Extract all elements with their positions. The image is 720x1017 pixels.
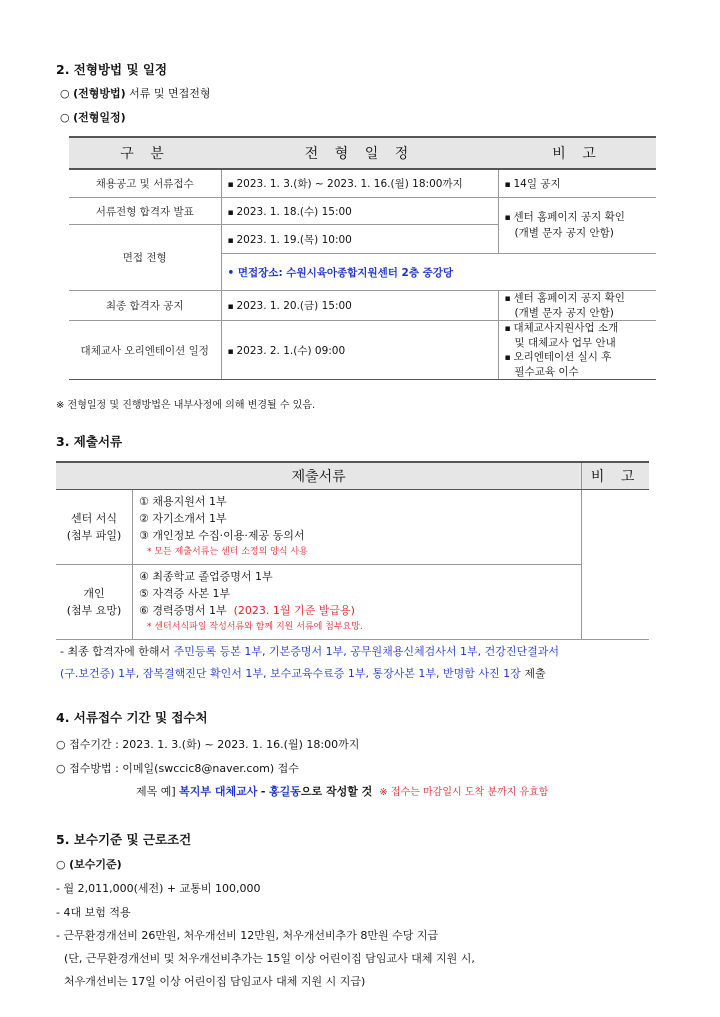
allowance-line: - 근무환경개선비 26만원, 처우개선비 12만원, 처우개선비추가 8만원 수당 지급 <box>56 929 439 942</box>
section-3-title: 3. 제출서류 <box>56 434 123 449</box>
section-2-title: 2. 전형방법 및 일정 <box>56 62 168 77</box>
row-date: ▪ 2023. 1. 19.(목) 10:00 <box>221 225 498 254</box>
center-form-label: 센터 서식 (첨부 파일) <box>56 490 133 565</box>
row-note: ▪ 센터 홈페이지 공지 확인 (개별 문자 공지 안함) <box>498 198 656 254</box>
circle-bullet: ○ <box>60 87 70 100</box>
row-label: 최종 합격자 공지 <box>69 291 221 321</box>
row-label: 채용공고 및 서류접수 <box>69 169 221 198</box>
method-line <box>60 85 211 101</box>
allowance-condition-1: (단, 근무환경개선비 및 처우개선비추가는 15일 이상 어린이집 담임교사 대체 지원 시, <box>64 952 475 965</box>
method-text: 서류 및 면접전형 <box>129 87 211 100</box>
schedule-table <box>69 136 656 380</box>
center-form-items: ① 채용지원서 1부 ② 자기소개서 1부 ③ 개인정보 수집·이용·제공 동의서 * 모든 제출서류는 센터 소정의 양식 사용 <box>133 490 582 565</box>
row-label: 서류전형 합격자 발표 <box>69 198 221 225</box>
salary-label-line: ○ (보수기준) <box>56 858 122 871</box>
docs-header-note: 비 고 <box>582 462 649 490</box>
personal-items: ④ 최종학교 졸업증명서 1부 ⑤ 자격증 사본 1부 ⑥ 경력증명서 1부 (2023. 1월 기준 발급용) * 센터서식파일 작성서류와 함께 지원 서류에 첨부요망. <box>133 565 582 640</box>
documents-table <box>56 461 649 640</box>
schedule-header-note: 비 고 <box>498 137 656 169</box>
schedule-header-dates: 전 형 일 정 <box>221 137 498 169</box>
table-row <box>69 169 656 198</box>
row-date: ▪ 2023. 1. 18.(수) 15:00 <box>221 198 498 225</box>
receipt-method: ○ 접수방법 : 이메일(swccic8@naver.com) 접수 <box>56 762 299 775</box>
interview-place: • 면접장소: 수원시육아종합지원센터 2층 중강당 <box>221 254 656 291</box>
method-label: (전형방법) <box>73 87 126 100</box>
row-date: ▪ 2023. 1. 3.(화) ~ 2023. 1. 16.(월) 18:00까지 <box>221 169 498 198</box>
row-note: ▪ 센터 홈페이지 공지 확인 (개별 문자 공지 안함) <box>498 291 656 321</box>
row-date: ▪ 2023. 1. 20.(금) 15:00 <box>221 291 498 321</box>
section-5-title: 5. 보수기준 및 근로조건 <box>56 832 192 847</box>
final-documents-note: - 최종 합격자에 한해서 주민등록 등본 1부, 기본증명서 1부, 공무원채용신체검사서 1부, 건강진단결과서 (구.보건증) 1부, 잠복결핵진단 확인서 1부, 보수교육수료증 1부, 통장사본 1부, 반명함 사진 1장 제출 <box>60 645 559 680</box>
row-date: ▪ 2023. 2. 1.(수) 09:00 <box>221 321 498 380</box>
section-4-title: 4. 서류접수 기간 및 접수처 <box>56 710 208 725</box>
row-note: ▪ 14일 공지 <box>498 169 656 198</box>
circle-bullet: ○ <box>60 111 70 124</box>
allowance-condition-2: 처우개선비는 17일 이상 어린이집 담임교사 대체 지원 시 지급) <box>64 975 366 988</box>
row-label: 대체교사 오리엔테이션 일정 <box>69 321 221 380</box>
schedule-header-category: 구 분 <box>69 137 221 169</box>
personal-label: 개인 (첨부 요망) <box>56 565 133 640</box>
insurance-line: - 4대 보험 적용 <box>56 906 131 919</box>
table-row <box>69 198 656 225</box>
row-note: ▪ 대체교사지원사업 소개 및 대체교사 업무 안내 ▪ 오리엔테이션 실시 후 필수교육 이수 <box>498 321 656 380</box>
schedule-footnote: ※ 전형일정 및 진행방법은 내부사정에 의해 변경될 수 있음. <box>56 400 316 411</box>
table-row <box>56 565 649 640</box>
receipt-period: ○ 접수기간 : 2023. 1. 3.(화) ~ 2023. 1. 16.(월) 18:00까지 <box>56 738 360 751</box>
table-row <box>69 321 656 380</box>
docs-note-cell <box>582 490 649 640</box>
subject-example: 제목 예] 복지부 대체교사 - 홍길동으로 작성할 것 ※ 접수는 마감일시 도착 분까지 유효함 <box>136 785 549 798</box>
schedule-label: (전형일정) <box>73 111 126 124</box>
table-row <box>56 490 649 565</box>
table-row <box>69 291 656 321</box>
docs-header-documents: 제출서류 <box>56 462 582 490</box>
salary-line: - 월 2,011,000(세전) + 교통비 100,000 <box>56 882 261 895</box>
schedule-line <box>60 109 126 125</box>
row-label: 면접 전형 <box>69 225 221 291</box>
